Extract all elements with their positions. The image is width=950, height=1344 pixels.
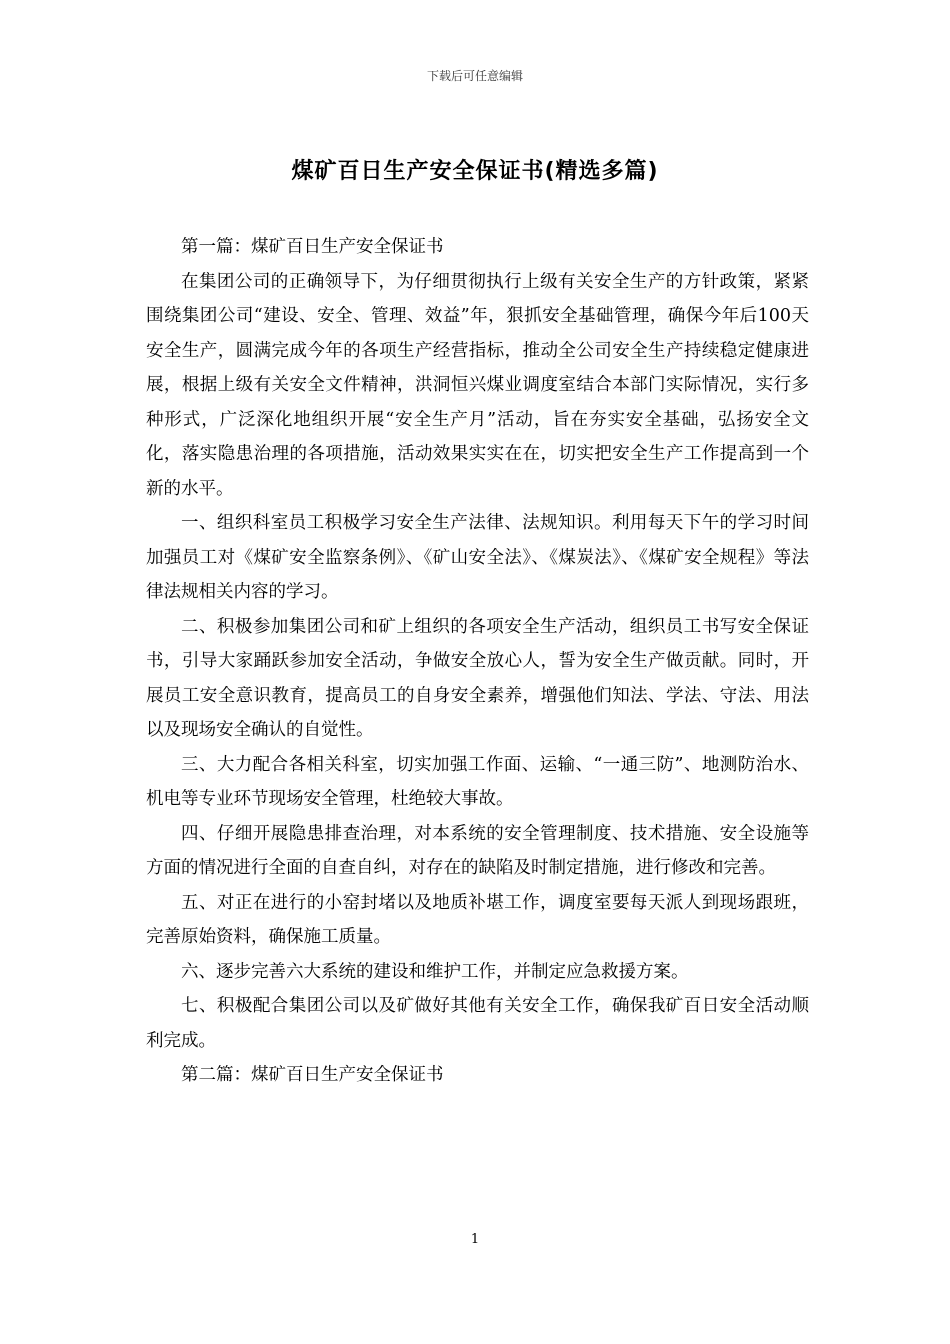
paragraph: 五、对正在进行的小窑封堵以及地质补堪工作，调度室要每天派人到现场跟班，完善原始资料，确保施工质量。 (146, 892, 809, 947)
page-number: 1 (470, 1232, 480, 1247)
section-heading: 第一篇：煤矿百日生产安全保证书 (181, 237, 444, 257)
paragraph: 七、积极配合集团公司以及矿做好其他有关安全工作，确保我矿百日安全活动顺利完成。 (146, 996, 809, 1051)
paragraph: 三、大力配合各相关科室，切实加强工作面、运输、“一通三防”、地测防治水、机电等专业环节现场安全管理，杜绝较大事故。 (146, 754, 809, 809)
paragraph: 四、仔细开展隐患排查治理，对本系统的安全管理制度、技术措施、安全设施等方面的情况进行全面的自查自纠，对存在的缺陷及时制定措施，进行修改和完善。 (146, 823, 809, 878)
document-body (146, 230, 809, 1093)
paragraph: 六、逐步完善六大系统的建设和维护工作，并制定应急救援方案。 (181, 961, 689, 982)
header-note: 下载后可任意编辑 (426, 69, 523, 83)
section-heading: 第二篇：煤矿百日生产安全保证书 (181, 1065, 444, 1085)
paragraph: 一、组织科室员工积极学习安全生产法律、法规知识。利用每天下午的学习时间加强员工对《煤矿安全监察条例》、《矿山安全法》、《煤炭法》、《煤矿安全规程》等法律法规相关内容的学习。 (146, 513, 809, 602)
document-title: 煤矿百日生产安全保证书(精选多篇) (291, 159, 659, 184)
paragraph: 在集团公司的正确领导下，为仔细贯彻执行上级有关安全生产的方针政策，紧紧围绕集团公司“建设、安全、管理、效益”年，狠抓安全基础管理，确保今年后100天安全生产，圆满完成今年的各项生产经营指标，推动全公司安全生产持续稳定健康进展，根据上级有关安全文件精神，洪洞恒兴煤业调度室结合本部门实际情况，实行多种形式，广泛深化地组织开展“安全生产月”活动，旨在夯实安全基础，弘扬安全文化，落实隐患治理的各项措施，活动效果实实在在，切实把安全生产工作提高到一个新的水平。 (146, 271, 809, 499)
paragraph: 二、积极参加集团公司和矿上组织的各项安全生产活动，组织员工书写安全保证书，引导大家踊跃参加安全活动，争做安全放心人，誓为安全生产做贡献。同时，开展员工安全意识教育，提高员工的自身安全素养，增强他们知法、学法、守法、用法以及现场安全确认的自觉性。 (146, 616, 809, 740)
